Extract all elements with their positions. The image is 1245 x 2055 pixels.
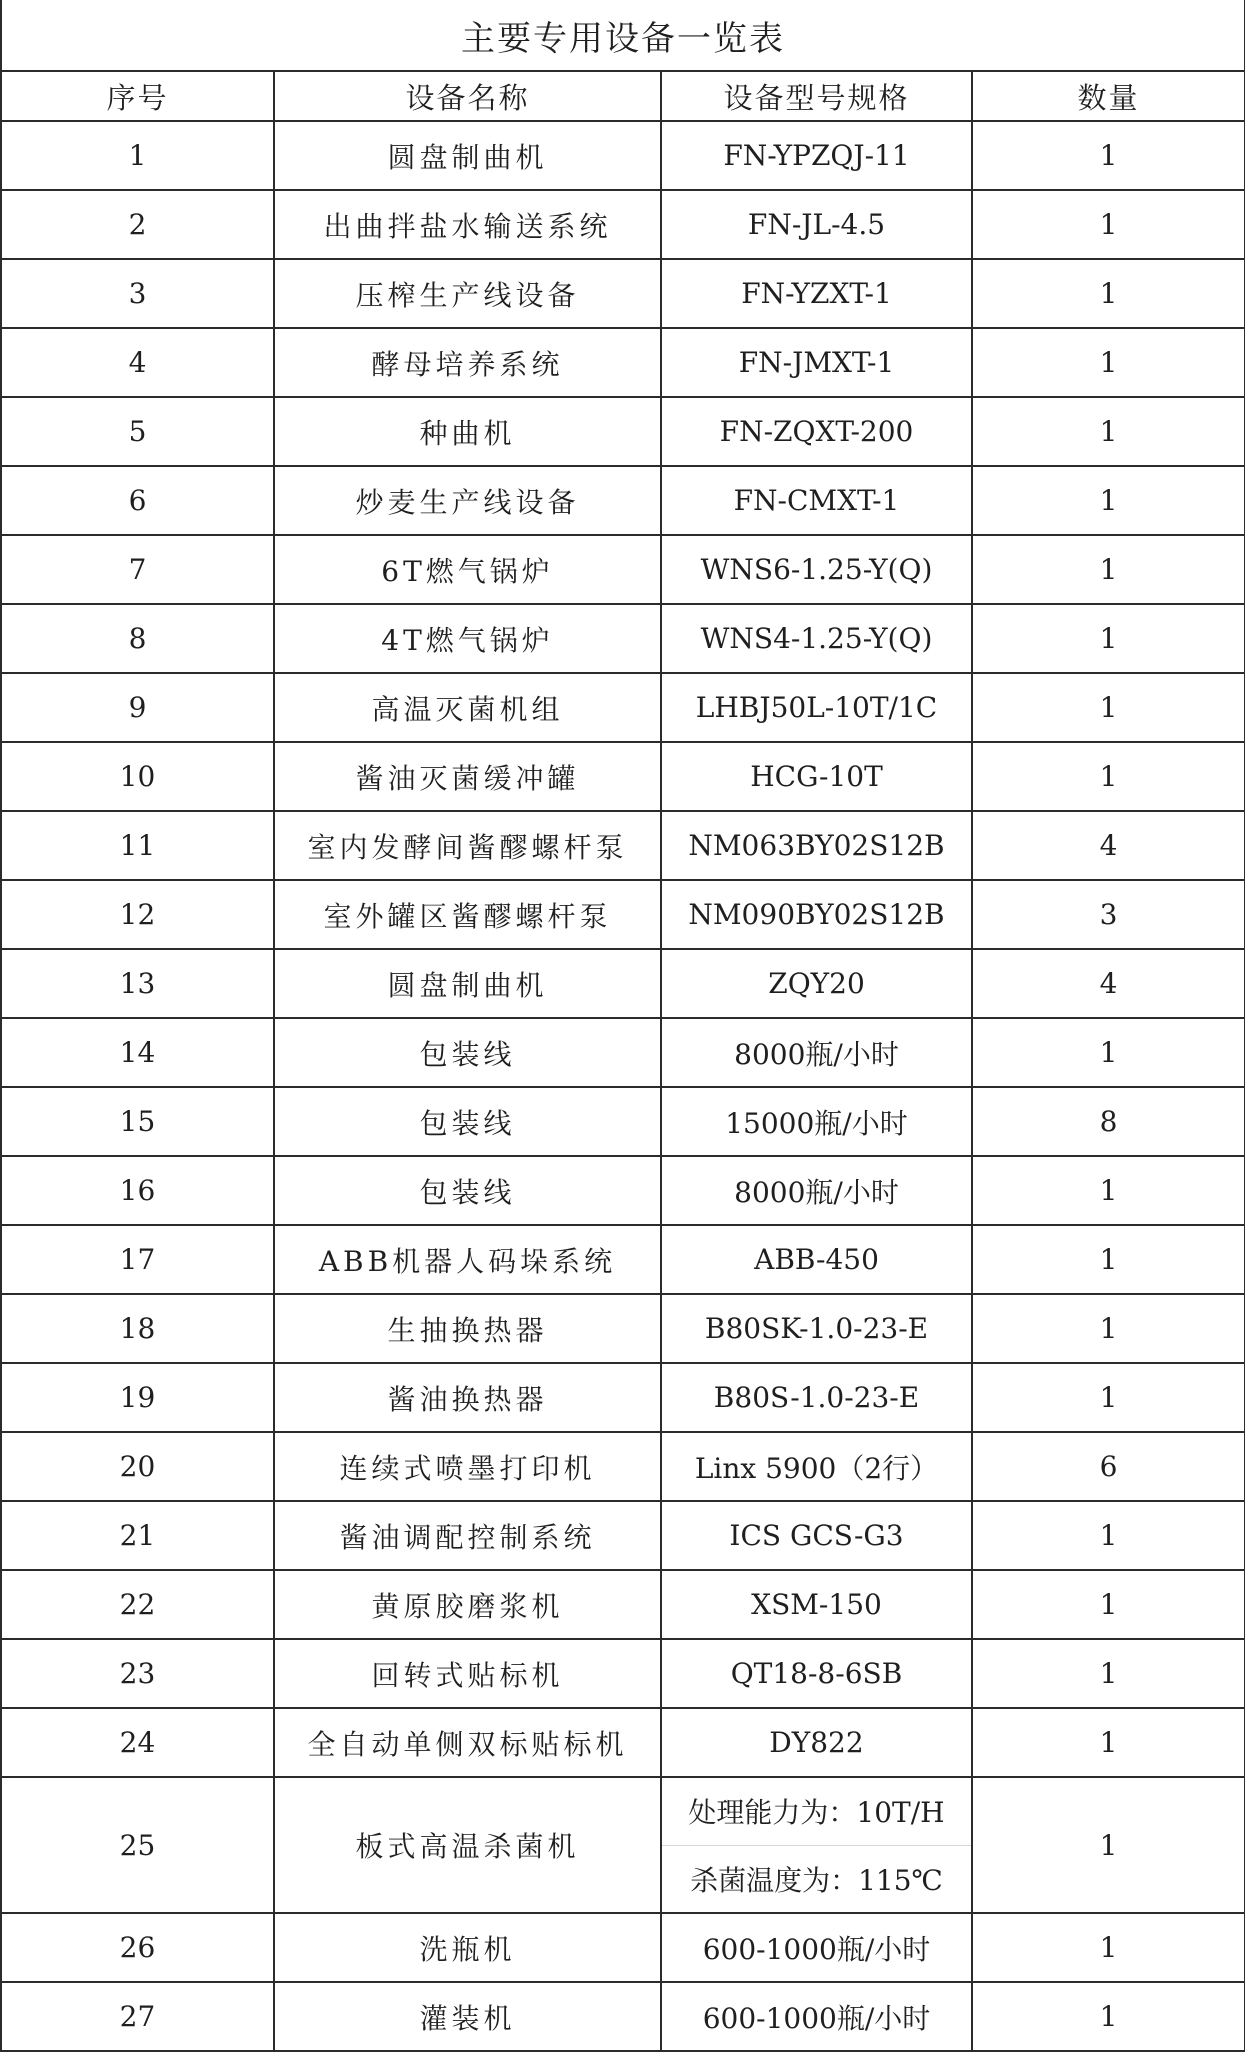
row-qty: 1 bbox=[972, 535, 1245, 604]
row-model: LHBJ50L-10T/1C bbox=[661, 673, 972, 742]
row-qty: 1 bbox=[972, 259, 1245, 328]
table-row bbox=[1, 1156, 1245, 1225]
table-row bbox=[1, 328, 1245, 397]
row-model: FN-CMXT-1 bbox=[661, 466, 972, 535]
row-qty: 1 bbox=[972, 1363, 1245, 1432]
row-name: 连续式喷墨打印机 bbox=[274, 1432, 661, 1501]
header-model: 设备型号规格 bbox=[661, 71, 972, 121]
row-model: NM090BY02S12B bbox=[661, 880, 972, 949]
row-name: 回转式贴标机 bbox=[274, 1639, 661, 1708]
row-model: WNS4-1.25-Y(Q) bbox=[661, 604, 972, 673]
row-name: 包装线 bbox=[274, 1156, 661, 1225]
row-name: 室内发酵间酱醪螺杆泵 bbox=[274, 811, 661, 880]
row-qty: 1 bbox=[972, 742, 1245, 811]
row-index: 13 bbox=[1, 949, 274, 1018]
row-name: 6T燃气锅炉 bbox=[274, 535, 661, 604]
table-row bbox=[1, 1225, 1245, 1294]
table-row bbox=[1, 1982, 1245, 2051]
title-row bbox=[1, 0, 1245, 71]
row-model: 8000瓶/小时 bbox=[661, 1156, 972, 1225]
row-index: 1 bbox=[1, 121, 274, 190]
row-model: B80S-1.0-23-E bbox=[661, 1363, 972, 1432]
row-model: XSM-150 bbox=[661, 1570, 972, 1639]
row-index: 24 bbox=[1, 1708, 274, 1777]
row-model: NM063BY02S12B bbox=[661, 811, 972, 880]
row-qty: 1 bbox=[972, 673, 1245, 742]
row-model: FN-JL-4.5 bbox=[661, 190, 972, 259]
row-model bbox=[661, 1777, 972, 1913]
row-index: 27 bbox=[1, 1982, 274, 2051]
row-model: 600-1000瓶/小时 bbox=[661, 1913, 972, 1982]
row-model: Linx 5900（2行） bbox=[661, 1432, 972, 1501]
row-model: 15000瓶/小时 bbox=[661, 1087, 972, 1156]
table-row bbox=[1, 811, 1245, 880]
row-model: B80SK-1.0-23-E bbox=[661, 1294, 972, 1363]
row-qty: 8 bbox=[972, 1087, 1245, 1156]
row-qty: 1 bbox=[972, 1156, 1245, 1225]
table-row bbox=[1, 1570, 1245, 1639]
table-row bbox=[1, 397, 1245, 466]
row-index: 23 bbox=[1, 1639, 274, 1708]
row-model: ICS GCS-G3 bbox=[661, 1501, 972, 1570]
row-qty: 4 bbox=[972, 811, 1245, 880]
table-row bbox=[1, 1501, 1245, 1570]
row-model: FN-YZXT-1 bbox=[661, 259, 972, 328]
row-model: 8000瓶/小时 bbox=[661, 1018, 972, 1087]
row-qty: 1 bbox=[972, 604, 1245, 673]
row-index: 26 bbox=[1, 1913, 274, 1982]
row-index: 6 bbox=[1, 466, 274, 535]
row-model: FN-YPZQJ-11 bbox=[661, 121, 972, 190]
table-row bbox=[1, 880, 1245, 949]
row-index: 2 bbox=[1, 190, 274, 259]
table-row bbox=[1, 121, 1245, 190]
row-model: DY822 bbox=[661, 1708, 972, 1777]
row-qty: 1 bbox=[972, 1913, 1245, 1982]
row-qty: 1 bbox=[972, 121, 1245, 190]
row-qty: 1 bbox=[972, 466, 1245, 535]
row-name: 出曲拌盐水输送系统 bbox=[274, 190, 661, 259]
row-name: 黄原胶磨浆机 bbox=[274, 1570, 661, 1639]
table-row bbox=[1, 259, 1245, 328]
table-row bbox=[1, 604, 1245, 673]
row-index: 8 bbox=[1, 604, 274, 673]
table-row bbox=[1, 1363, 1245, 1432]
header-name: 设备名称 bbox=[274, 71, 661, 121]
row-name: 包装线 bbox=[274, 1018, 661, 1087]
row-qty: 1 bbox=[972, 1225, 1245, 1294]
row-index: 4 bbox=[1, 328, 274, 397]
table-row bbox=[1, 1294, 1245, 1363]
row-name: 洗瓶机 bbox=[274, 1913, 661, 1982]
row-model: FN-ZQXT-200 bbox=[661, 397, 972, 466]
row-index: 3 bbox=[1, 259, 274, 328]
row-index: 25 bbox=[1, 1777, 274, 1913]
table-row bbox=[1, 190, 1245, 259]
row-name: 圆盘制曲机 bbox=[274, 121, 661, 190]
row-index: 10 bbox=[1, 742, 274, 811]
row-model: 600-1000瓶/小时 bbox=[661, 1982, 972, 2051]
row-qty: 4 bbox=[972, 949, 1245, 1018]
row-name: 室外罐区酱醪螺杆泵 bbox=[274, 880, 661, 949]
header-qty: 数量 bbox=[972, 71, 1245, 121]
row-name: 酱油调配控制系统 bbox=[274, 1501, 661, 1570]
row-qty: 1 bbox=[972, 1982, 1245, 2051]
row-index: 9 bbox=[1, 673, 274, 742]
row-index: 19 bbox=[1, 1363, 274, 1432]
table-row bbox=[1, 1777, 1245, 1913]
row-name: 板式高温杀菌机 bbox=[274, 1777, 661, 1913]
row-index: 12 bbox=[1, 880, 274, 949]
row-qty: 3 bbox=[972, 880, 1245, 949]
row-index: 16 bbox=[1, 1156, 274, 1225]
row-index: 11 bbox=[1, 811, 274, 880]
header-row bbox=[1, 71, 1245, 121]
row-index: 22 bbox=[1, 1570, 274, 1639]
row-index: 18 bbox=[1, 1294, 274, 1363]
row-name: 包装线 bbox=[274, 1087, 661, 1156]
model-line: 杀菌温度为：115℃ bbox=[662, 1845, 971, 1913]
row-qty: 1 bbox=[972, 1501, 1245, 1570]
row-index: 21 bbox=[1, 1501, 274, 1570]
model-lines bbox=[662, 1778, 971, 1912]
row-name: ABB机器人码垛系统 bbox=[274, 1225, 661, 1294]
row-model: ABB-450 bbox=[661, 1225, 972, 1294]
row-qty: 1 bbox=[972, 328, 1245, 397]
row-qty: 1 bbox=[972, 1294, 1245, 1363]
row-qty: 1 bbox=[972, 1777, 1245, 1913]
table-row bbox=[1, 742, 1245, 811]
row-name: 酵母培养系统 bbox=[274, 328, 661, 397]
model-line: 处理能力为：10T/H bbox=[688, 1796, 945, 1830]
row-qty: 1 bbox=[972, 397, 1245, 466]
row-name: 生抽换热器 bbox=[274, 1294, 661, 1363]
table-row bbox=[1, 1639, 1245, 1708]
row-model: ZQY20 bbox=[661, 949, 972, 1018]
row-name: 种曲机 bbox=[274, 397, 661, 466]
table-row bbox=[1, 1708, 1245, 1777]
row-name: 全自动单侧双标贴标机 bbox=[274, 1708, 661, 1777]
row-model: QT18-8-6SB bbox=[661, 1639, 972, 1708]
row-qty: 1 bbox=[972, 1639, 1245, 1708]
row-name: 高温灭菌机组 bbox=[274, 673, 661, 742]
table-row bbox=[1, 949, 1245, 1018]
row-model: HCG-10T bbox=[661, 742, 972, 811]
row-qty: 1 bbox=[972, 190, 1245, 259]
row-qty: 1 bbox=[972, 1570, 1245, 1639]
row-index: 15 bbox=[1, 1087, 274, 1156]
row-name: 圆盘制曲机 bbox=[274, 949, 661, 1018]
row-qty: 1 bbox=[972, 1708, 1245, 1777]
row-name: 酱油换热器 bbox=[274, 1363, 661, 1432]
row-index: 7 bbox=[1, 535, 274, 604]
table-row bbox=[1, 1087, 1245, 1156]
row-index: 14 bbox=[1, 1018, 274, 1087]
row-model: FN-JMXT-1 bbox=[661, 328, 972, 397]
table-row bbox=[1, 466, 1245, 535]
row-index: 17 bbox=[1, 1225, 274, 1294]
row-model: WNS6-1.25-Y(Q) bbox=[661, 535, 972, 604]
table-row bbox=[1, 1913, 1245, 1982]
table-row bbox=[1, 673, 1245, 742]
row-qty: 1 bbox=[972, 1018, 1245, 1087]
row-index: 5 bbox=[1, 397, 274, 466]
row-name: 压榨生产线设备 bbox=[274, 259, 661, 328]
table-title: 主要专用设备一览表 bbox=[1, 0, 1245, 71]
row-name: 酱油灭菌缓冲罐 bbox=[274, 742, 661, 811]
table-row bbox=[1, 1432, 1245, 1501]
row-name: 4T燃气锅炉 bbox=[274, 604, 661, 673]
row-name: 灌装机 bbox=[274, 1982, 661, 2051]
row-index: 20 bbox=[1, 1432, 274, 1501]
header-index: 序号 bbox=[1, 71, 274, 121]
row-qty: 6 bbox=[972, 1432, 1245, 1501]
table-row bbox=[1, 535, 1245, 604]
table-row bbox=[1, 1018, 1245, 1087]
row-name: 炒麦生产线设备 bbox=[274, 466, 661, 535]
